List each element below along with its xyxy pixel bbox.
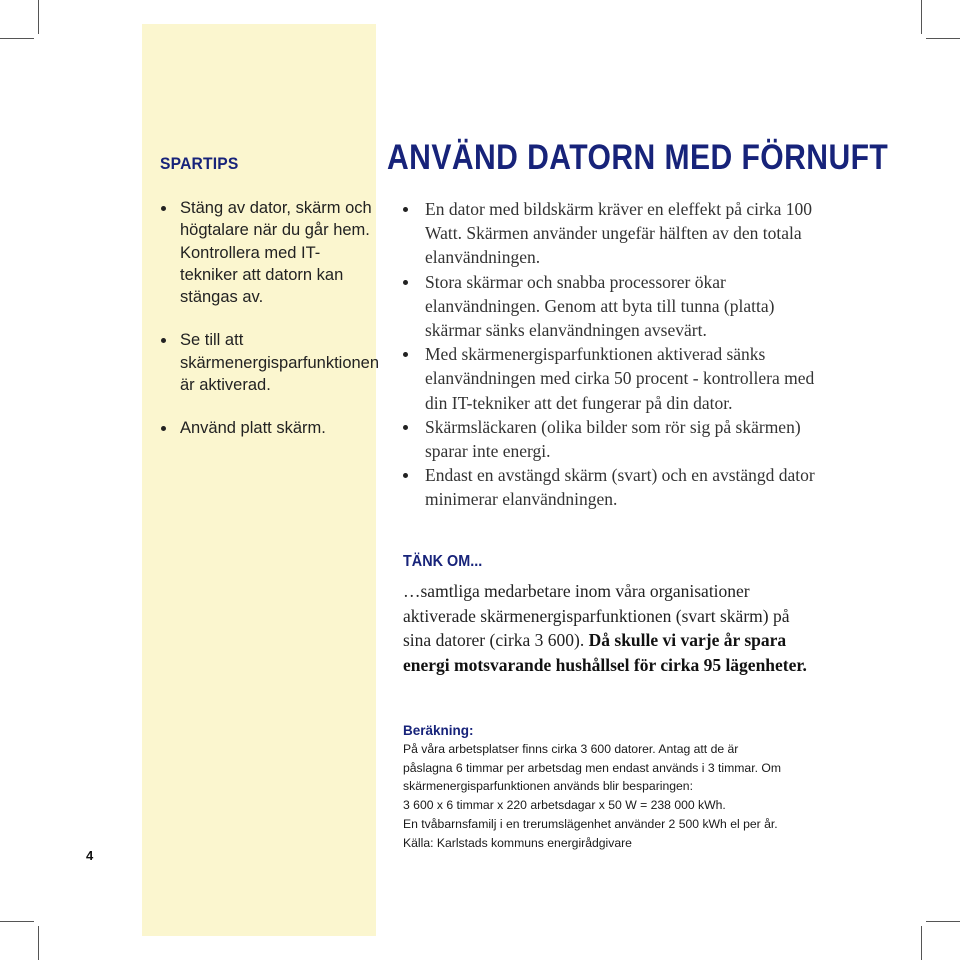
crop-mark — [921, 926, 922, 960]
bullet-item: En dator med bildskärm kräver en eleffekt på cirka 100 Watt. Skärmen använder ungefär hälften av den totala elanvändningen. — [405, 197, 825, 270]
crop-mark — [921, 0, 922, 34]
main-bullet-list — [405, 197, 825, 512]
think-text: …samtliga medarbetare inom våra organisationer aktiverade skärmenergisparfunktionen (svart skärm) på sina datorer (cirka 3 600). — [403, 581, 790, 650]
calculation-line: skärmenergisparfunktionen används blir besparingen: — [403, 779, 693, 793]
calculation-line: påslagna 6 timmar per arbetsdag men endast används i 3 timmar. Om — [403, 761, 781, 775]
crop-mark — [926, 921, 960, 922]
crop-mark — [0, 921, 34, 922]
crop-mark — [38, 0, 39, 34]
think-bold-text: Då skulle vi varje år spara energi motsvarande hushållsel för cirka 95 lägenheter. — [403, 630, 807, 675]
bullet-item: Med skärmenergisparfunktionen aktiverad sänks elanvändningen med cirka 50 procent - kontrollera med din IT-tekniker att det fungerar på din dator. — [405, 342, 825, 415]
think-heading: TÄNK OM... — [403, 553, 483, 570]
calculation-line: På våra arbetsplatser finns cirka 3 600 datorer. Antag att de är — [403, 742, 739, 756]
crop-mark — [38, 926, 39, 960]
calculation-source: Källa: Karlstads kommuns energirådgivare — [403, 836, 632, 850]
tip-item: Stäng av dator, skärm och högtalare när du går hem. Kontrollera med IT-tekniker att datorn kan stängas av. — [160, 197, 375, 308]
page-title: ANVÄND DATORN MED FÖRNUFT — [387, 138, 889, 177]
tip-item: Se till att skärmenergisparfunktionen är aktiverad. — [160, 329, 375, 396]
tips-list — [160, 197, 380, 461]
calculation-line: En tvåbarnsfamilj i en trerumslägenhet använder 2 500 kWh el per år. — [403, 817, 778, 831]
bullet-item: Stora skärmar och snabba processorer ökar elanvändningen. Genom att byta till tunna (platta) skärmar sänks elanvändningen avsevärt. — [405, 270, 825, 343]
calculation-heading: Beräkning: — [403, 723, 474, 738]
crop-mark — [926, 38, 960, 39]
page-number: 4 — [86, 848, 94, 863]
tip-item: Använd platt skärm. — [160, 417, 375, 439]
think-paragraph — [403, 579, 817, 677]
sidebar-title: SPARTIPS — [160, 154, 239, 173]
bullet-item: Skärmsläckaren (olika bilder som rör sig på skärmen) sparar inte energi. — [405, 415, 825, 463]
crop-mark — [0, 38, 34, 39]
bullet-item: Endast en avstängd skärm (svart) och en avstängd dator minimerar elanvändningen. — [405, 463, 825, 511]
calculation-line: 3 600 x 6 timmar x 220 arbetsdagar x 50 W = 238 000 kWh. — [403, 798, 726, 812]
